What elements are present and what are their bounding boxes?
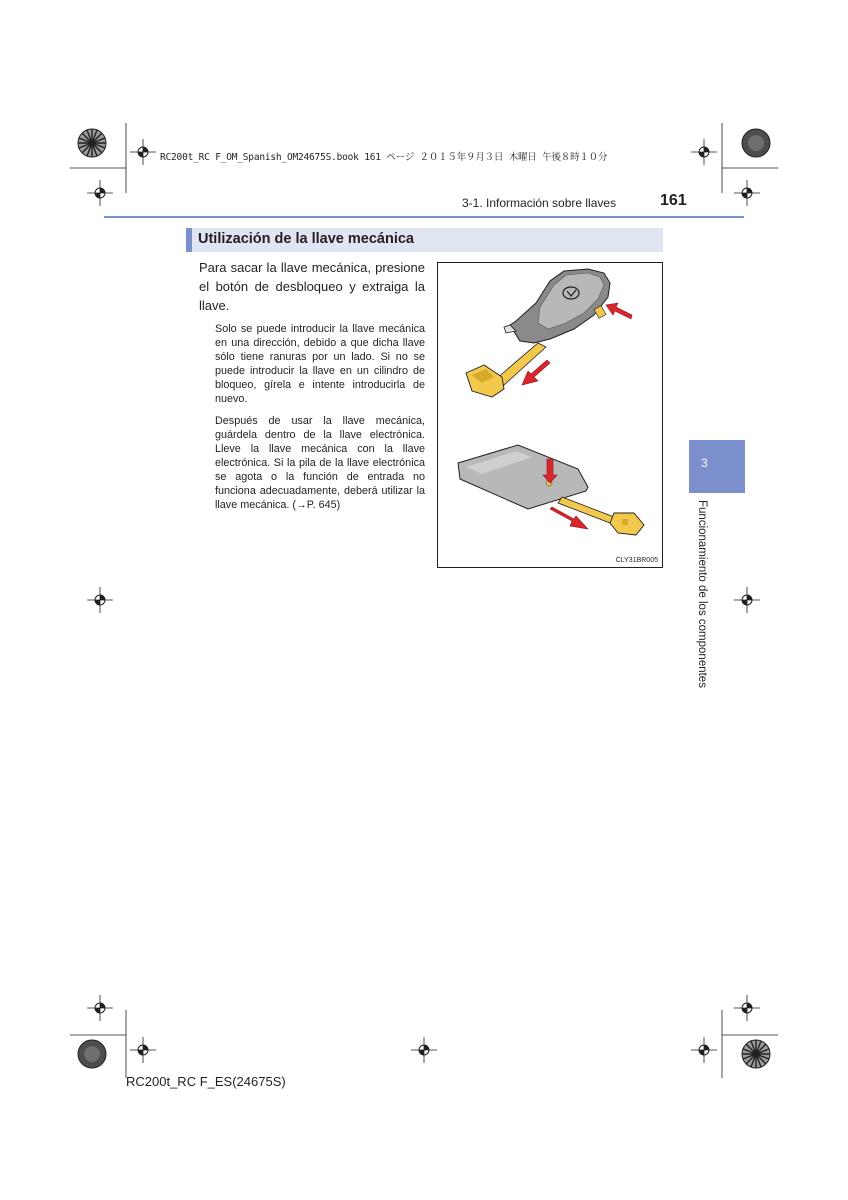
- registration-mark-icon: [691, 1037, 717, 1063]
- chapter-tab: [689, 440, 745, 493]
- page-number: 161: [660, 192, 687, 209]
- color-target-icon: [78, 1040, 106, 1068]
- registration-mark-icon: [734, 587, 760, 613]
- arrow-icon: [606, 303, 632, 319]
- color-target-icon: [742, 129, 770, 157]
- intro-paragraph: Para sacar la llave mecánica, presione el botón de desbloqueo y extraiga la llave.: [199, 260, 425, 313]
- registration-mark-icon: [87, 995, 113, 1021]
- registration-mark-icon: [130, 1037, 156, 1063]
- note-paragraph: Solo se puede introducir la llave mecánica en una dirección, debido a que dicha llave sólo tiene ranuras por un lado. Si no se puede introducir la llave en un cilindro de bloqueo, gírela e intente introducirla de nuevo.: [215, 323, 425, 405]
- chapter-title: Funcionamiento de los componentes: [696, 500, 708, 688]
- registration-mark-icon: [411, 1037, 437, 1063]
- color-target-icon: [742, 1040, 770, 1068]
- print-header: RC200t_RC F_OM_Spanish_OM24675S.book 161 ページ ２０１５年９月３日 木曜日 午後８時１０分: [160, 152, 608, 163]
- section-heading-text: Utilización de la llave mecánica: [198, 231, 414, 247]
- chapter-tab-number: 3: [701, 456, 708, 470]
- footer-code: RC200t_RC F_ES(24675S): [126, 1074, 286, 1089]
- registration-mark-icon: [130, 139, 156, 165]
- mechanical-key: [558, 497, 644, 535]
- color-target-icon: [78, 129, 106, 157]
- mechanical-key-diagram: [438, 263, 662, 567]
- running-head: 3-1. Información sobre llaves: [462, 196, 617, 210]
- key-illustration: [437, 262, 663, 568]
- note-paragraph: Después de usar la llave mecánica, guárdela dentro de la llave electrónica. Lleve la llave mecánica con la llave electrónica. Si la pila de la llave electrónica se agota o la función de entrada no funciona adecuadamente, deberá utilizar la llave mecánica. (→P. 645): [215, 415, 425, 511]
- registration-mark-icon: [87, 587, 113, 613]
- registration-mark-icon: [734, 180, 760, 206]
- smart-key-fob: [504, 269, 610, 343]
- header-rule: [104, 216, 744, 218]
- figure-code: CLY31BR005: [615, 557, 658, 564]
- mechanical-key: [466, 343, 546, 397]
- registration-mark-icon: [691, 139, 717, 165]
- registration-mark-icon: [734, 995, 760, 1021]
- registration-mark-icon: [87, 180, 113, 206]
- section-heading: [186, 228, 663, 252]
